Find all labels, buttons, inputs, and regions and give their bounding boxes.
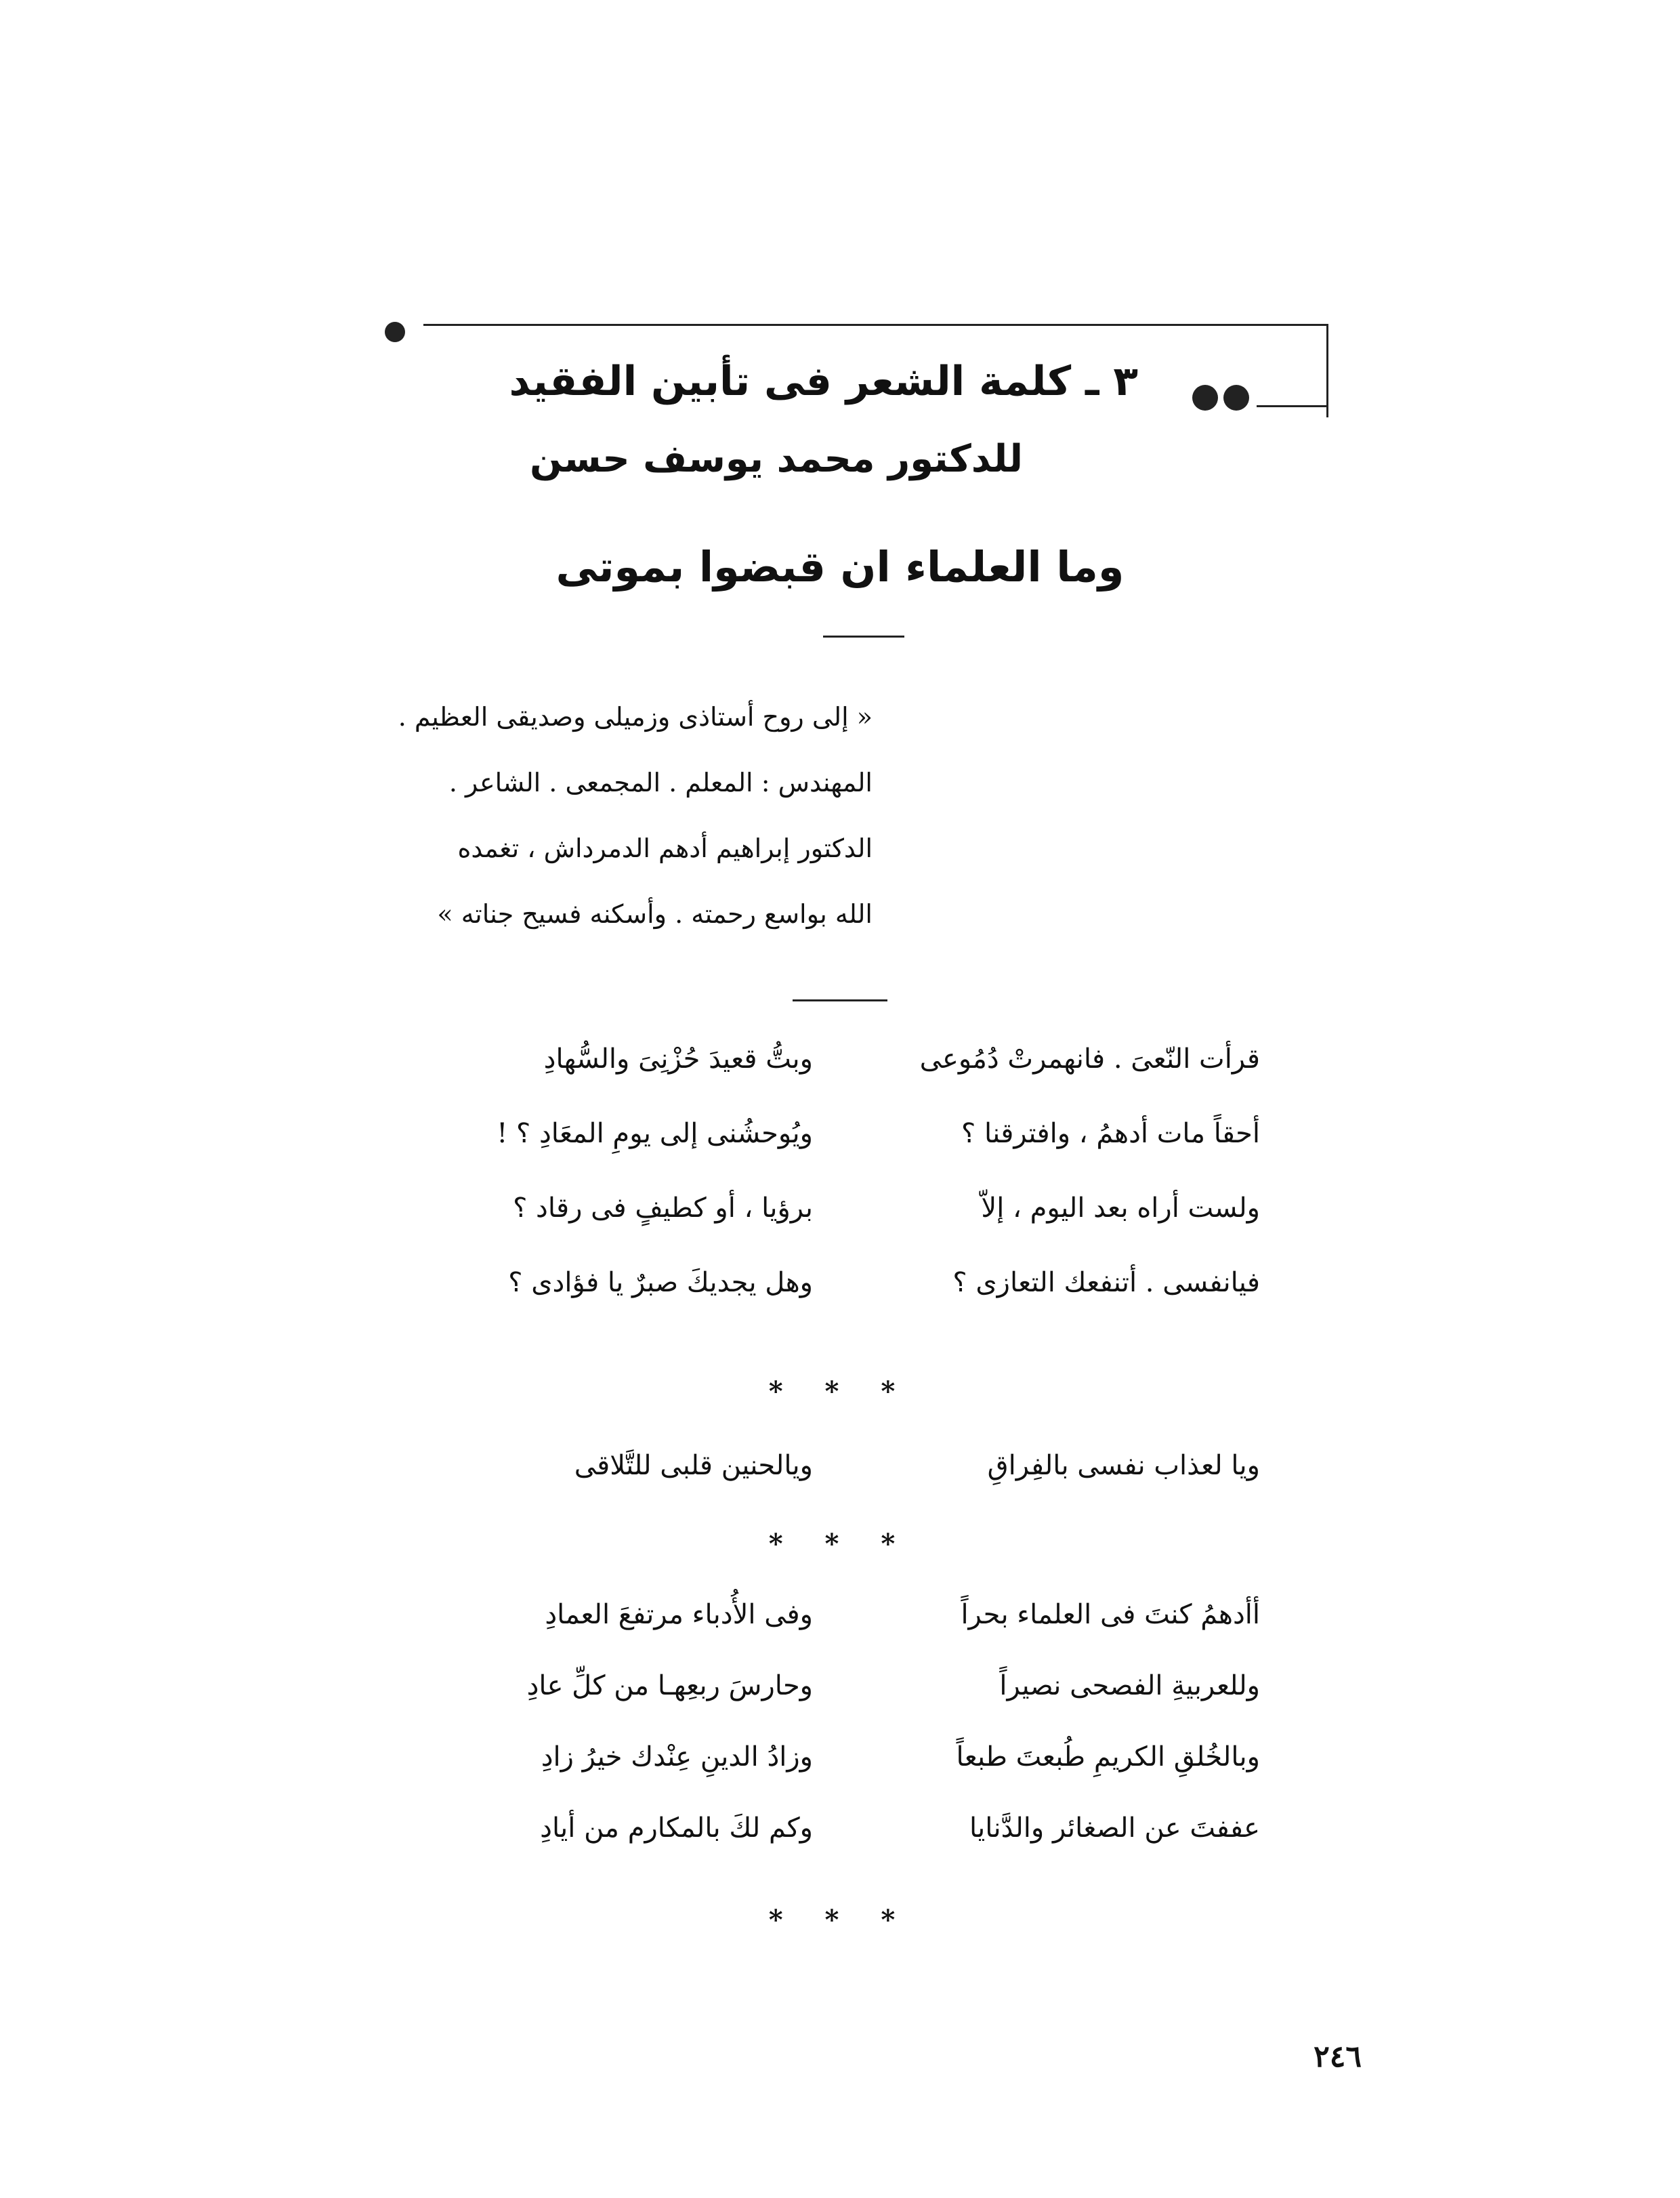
ornament-dot-icon	[385, 322, 405, 342]
verse	[406, 1599, 1260, 1670]
verse-first-hemistich: وللعربيةِ الفصحى نصيراً	[999, 1670, 1260, 1701]
header-corner-bar	[1326, 324, 1328, 417]
stanza-separator: * * *	[768, 1904, 912, 1936]
verse	[406, 1670, 1260, 1741]
ornament-dot-icon	[1192, 385, 1218, 411]
stanza-separator: * * *	[768, 1375, 912, 1407]
verse	[406, 1267, 1260, 1342]
verse-second-hemistich: ويُوحشُنى إلى يومِ المعَادِ ؟ !	[497, 1118, 813, 1149]
header-dash	[1257, 405, 1326, 407]
ornament-dot-icon	[1223, 385, 1249, 411]
dedication-line: « إلى روح أستاذى وزميلى وصديقى العظيم .	[398, 702, 873, 732]
dedication-line: الدكتور إبراهيم أدهم الدمرداش ، تغمده	[457, 833, 873, 863]
verse-second-hemistich: وحارسَ ربعِهـا من كلِّ عادِ	[526, 1670, 813, 1701]
verse-second-hemistich: برؤيا ، أو كطيفٍ فى رقاد ؟	[513, 1193, 813, 1224]
verse-second-hemistich: وكم لكَ بالمكارم من أيادِ	[540, 1812, 813, 1844]
verse-first-hemistich: ويا لعذاب نفسى بالفِراقِ	[987, 1450, 1260, 1481]
poem-title: وما العلماء ان قبضوا بموتى	[555, 542, 1125, 592]
verse-first-hemistich: قرأت النّعىَ . فانهمرتْ دُمُوعى	[919, 1043, 1260, 1075]
verse	[406, 1812, 1260, 1884]
verse-first-hemistich: وبالخُلقِ الكريمِ طُبعتَ طبعاً	[956, 1741, 1260, 1772]
verse	[406, 1450, 1260, 1525]
stanza	[406, 1599, 1260, 1884]
verse	[406, 1741, 1260, 1812]
verse	[406, 1118, 1260, 1193]
verse-first-hemistich: عففتَ عن الصغائر والدَّنايا	[969, 1812, 1260, 1844]
verse-first-hemistich: ولست أراه بعد اليوم ، إلاّ	[981, 1193, 1260, 1224]
verse-second-hemistich: وفى الأُدباء مرتفعَ العمادِ	[545, 1599, 813, 1630]
stanza-separator: * * *	[768, 1528, 912, 1560]
stanza	[406, 1450, 1260, 1525]
author-line: للدكتور محمد يوسف حسن	[529, 437, 1023, 481]
verse-second-hemistich: ويالحنين قلبى للتَّلاقى	[574, 1450, 813, 1481]
stanza	[406, 1043, 1260, 1342]
section-title: ٣ ـ كلمة الشعر فى تأبين الفقيد	[509, 358, 1138, 405]
verse-second-hemistich: وزادُ الدينِ عِنْدك خيرُ زادِ	[541, 1741, 813, 1772]
dedication-line: الله بواسع رحمته . وأسكنه فسيح جناته »	[437, 899, 873, 929]
verse-first-hemistich: فيانفسى . أتنفعك التعازى ؟	[952, 1267, 1260, 1298]
verse	[406, 1193, 1260, 1267]
title-rule	[823, 636, 904, 638]
page-number: ٢٤٦	[1314, 2039, 1362, 2074]
verse-second-hemistich: وهل يجديكَ صبرٌ يا فؤادى ؟	[508, 1267, 813, 1298]
dedication-line: المهندس : المعلم . المجمعى . الشاعر .	[448, 768, 873, 797]
verse-first-hemistich: أأدهمُ كنتَ فى العلماء بحراً	[961, 1599, 1260, 1630]
dedication-rule	[793, 999, 887, 1001]
header-rule	[423, 324, 1328, 326]
verse	[406, 1043, 1260, 1118]
dedication	[263, 684, 873, 947]
verse-first-hemistich: أحقاً مات أدهمُ ، وافترقنا ؟	[961, 1118, 1260, 1149]
verse-second-hemistich: وبتُّ قعيدَ حُزْنِىَ والسُّهادِ	[543, 1043, 813, 1075]
